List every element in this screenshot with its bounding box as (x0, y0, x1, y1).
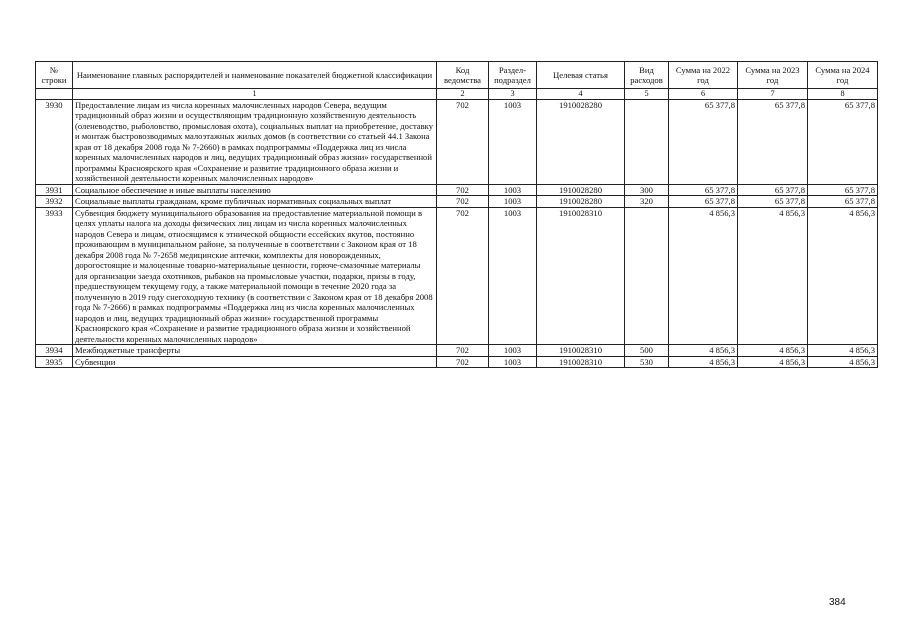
column-number: 8 (808, 89, 878, 100)
expense-type: 320 (625, 196, 669, 207)
header-cell: Наименование главных распорядителей и наименование показателей бюджетной классификации (73, 62, 437, 89)
section-code: 1003 (489, 196, 537, 207)
row-number: 3930 (36, 100, 73, 185)
column-number (36, 89, 73, 100)
header-row (36, 62, 878, 89)
column-number: 2 (437, 89, 489, 100)
sum-2022: 4 856,3 (669, 345, 738, 356)
dept-code: 702 (437, 184, 489, 195)
expense-type: 300 (625, 184, 669, 195)
sum-2024: 65 377,8 (808, 184, 878, 195)
header-cell: Сумма на 2024 год (808, 62, 878, 89)
sum-2024: 65 377,8 (808, 100, 878, 185)
expense-type: 530 (625, 356, 669, 367)
column-number: 5 (625, 89, 669, 100)
header-cell: Вид расходов (625, 62, 669, 89)
table-row (36, 207, 878, 344)
row-description: Предоставление лицам из числа коренных малочисленных народов Севера, ведущим традиционный образ жизни и осуществляющим традиционную хозяйственную деятельность (оленеводство, рыболовство, промысловая охота), социальных выплат на приобретение, доставку и монтаж быстровозводимых малоэтажных жилых домов (в соответствии со статьей 44.1 Закона края от 18 декабря 2008 года № 7-2660) в рамках подпрограммы «Поддержка лиц из числа коренных малочисленных народов и лиц, ведущих традиционный образ жизни» государственной программы Красноярского края «Сохранение и развитие традиционного образа жизни и хозяйственной деятельности коренных малочисленных народов» (73, 100, 437, 185)
target-article: 1910028280 (537, 100, 625, 185)
row-number: 3933 (36, 207, 73, 344)
table-row (36, 184, 878, 195)
section-code: 1003 (489, 345, 537, 356)
page-number: 384 (829, 597, 846, 608)
row-description: Субвенции (73, 356, 437, 367)
header-cell: Код ведомства (437, 62, 489, 89)
header-cell: Сумма на 2022 год (669, 62, 738, 89)
sum-2023: 65 377,8 (738, 100, 808, 185)
sum-2024: 4 856,3 (808, 356, 878, 367)
row-number: 3934 (36, 345, 73, 356)
sum-2023: 65 377,8 (738, 184, 808, 195)
budget-table (35, 61, 878, 368)
table-row (36, 345, 878, 356)
sum-2022: 4 856,3 (669, 207, 738, 344)
target-article: 1910028280 (537, 184, 625, 195)
sum-2023: 65 377,8 (738, 196, 808, 207)
header-cell: Целевая статья (537, 62, 625, 89)
table-row (36, 196, 878, 207)
sum-2024: 4 856,3 (808, 345, 878, 356)
column-number: 7 (738, 89, 808, 100)
expense-type: 500 (625, 345, 669, 356)
target-article: 1910028310 (537, 207, 625, 344)
section-code: 1003 (489, 184, 537, 195)
sum-2024: 4 856,3 (808, 207, 878, 344)
sum-2022: 65 377,8 (669, 100, 738, 185)
section-code: 1003 (489, 356, 537, 367)
header-cell: Сумма на 2023 год (738, 62, 808, 89)
sum-2024: 65 377,8 (808, 196, 878, 207)
sum-2022: 65 377,8 (669, 196, 738, 207)
row-description: Социальное обеспечение и иные выплаты населению (73, 184, 437, 195)
column-number: 3 (489, 89, 537, 100)
header-cell: Раздел-подраздел (489, 62, 537, 89)
expense-type (625, 207, 669, 344)
dept-code: 702 (437, 356, 489, 367)
header-cell: № строки (36, 62, 73, 89)
expense-type (625, 100, 669, 185)
row-number: 3931 (36, 184, 73, 195)
sum-2022: 4 856,3 (669, 356, 738, 367)
sum-2023: 4 856,3 (738, 345, 808, 356)
target-article: 1910028310 (537, 356, 625, 367)
sum-2022: 65 377,8 (669, 184, 738, 195)
table-row (36, 100, 878, 185)
dept-code: 702 (437, 196, 489, 207)
target-article: 1910028310 (537, 345, 625, 356)
section-code: 1003 (489, 100, 537, 185)
column-number: 6 (669, 89, 738, 100)
section-code: 1003 (489, 207, 537, 344)
target-article: 1910028280 (537, 196, 625, 207)
sum-2023: 4 856,3 (738, 207, 808, 344)
sum-2023: 4 856,3 (738, 356, 808, 367)
dept-code: 702 (437, 207, 489, 344)
dept-code: 702 (437, 100, 489, 185)
row-number: 3932 (36, 196, 73, 207)
column-number: 1 (73, 89, 437, 100)
table-row (36, 356, 878, 367)
row-number: 3935 (36, 356, 73, 367)
dept-code: 702 (437, 345, 489, 356)
column-number-row (36, 89, 878, 100)
row-description: Субвенция бюджету муниципального образования на предоставление материальной помощи в целях уплаты налога на доходы физических лиц лицам из числа коренных малочисленных народов Севера и лицам, относящимся к этнической общности ессейских якутов, постоянно проживающим в муниципальном районе, за полученные в соответствии с Законом края от 18 декабря 2008 года № 7-2658 медицинские аптечки, комплекты для новорожденных, дорогостоящие и малоценные товарно-материальные ценности, горюче-смазочные материалы для организации заезда охотников, рыбаков на промысловые участки, подарки, призы в году, предшествующем текущему году, а также материальной помощи в течение 2020 года за полученную в 2019 году снегоходную технику (в соответствии с Законом края от 18 декабря 2008 года № 7-2666) в рамках подпрограммы «Поддержка лиц из числа коренных малочисленных народов и лиц, ведущих традиционный образ жизни» государственной программы Красноярского края «Сохранение и развитие традиционного образа жизни и хозяйственной деятельности коренных малочисленных народов» (73, 207, 437, 344)
column-number: 4 (537, 89, 625, 100)
row-description: Социальные выплаты гражданам, кроме публичных нормативных социальных выплат (73, 196, 437, 207)
row-description: Межбюджетные трансферты (73, 345, 437, 356)
